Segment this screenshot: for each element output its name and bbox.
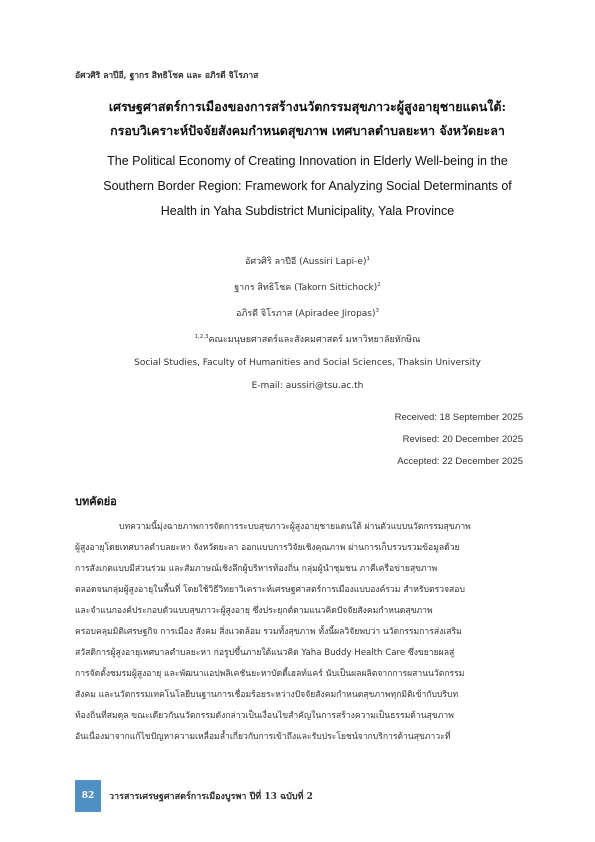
received-date: Received: 18 September 2025 bbox=[394, 412, 523, 423]
page-footer bbox=[75, 780, 313, 812]
abstract-line: ท้องถิ่นที่สมดุล ขณะเดียวกันนวัตกรรมดังกล่าวเป็นเงื่อนไขสำคัญในการสร้างความเป็นธรรมด้านสุขภาพ bbox=[75, 711, 454, 721]
accepted-date: Accepted: 22 December 2025 bbox=[397, 456, 523, 467]
author-email: E-mail: aussiri@tsu.ac.th bbox=[251, 381, 364, 391]
abstract-line: และจำแนกองค์ประกอบตัวแบบสุขภาวะผู้สูงอายุ ซึ่งประยุกต์ตามแนวคิดปัจจัยสังคมกำหนดสุขภาพ bbox=[75, 606, 433, 616]
title-english-line-2: Southern Border Region: Framework for Analyzing Social Determinants of bbox=[103, 179, 512, 193]
abstract-line: การจัดตั้งชมรมผู้สูงอายุ และพัฒนาแอปพลิเคชันยะหาบัดดี้เฮลท์แคร์ นับเป็นผลผลิตจากการผสานนวัตกรรม bbox=[75, 669, 465, 679]
abstract-body bbox=[75, 517, 525, 748]
abstract-heading: บทคัดย่อ bbox=[75, 495, 117, 508]
running-head: อัศวศิริ ลาปีอี, ฐากร สิทธิโชค และ อภิรดี จิโรภาส bbox=[75, 71, 259, 81]
abstract-line: สวัสดิการผู้สูงอายุเทศบาลตำบลยะหา ก่อรูปขึ้นภายใต้แนวคิด Yaha Buddy Health Care ซึ่งขยายผลสู่ bbox=[75, 648, 455, 658]
title-english-line-1: The Political Economy of Creating Innovation in Elderly Well-being in the bbox=[107, 154, 508, 168]
abstract-line: การสังเกตแบบมีส่วนร่วม และสัมภาษณ์เชิงลึกผู้บริหารท้องถิ่น กลุ่มผู้นำชุมชน ภาคีเครือข่ายสุขภาพ bbox=[75, 564, 438, 574]
title-thai-line-2: กรอบวิเคราะห์ปัจจัยสังคมกำหนดสุขภาพ เทศบาลตำบลยะหา จังหวัดยะลา bbox=[110, 123, 505, 138]
author-1: อัศวศิริ ลาปีอี (Aussiri Lapi-e)$^1$ bbox=[245, 256, 370, 267]
abstract-line: ผู้สูงอายุโดยเทศบาลตำบลยะหา จังหวัดยะลา ออกแบบการวิจัยเชิงคุณภาพ ผ่านการเก็บรวบรวมข้อมูลด้วย bbox=[75, 543, 460, 553]
abstract-line: อันเนื่องมาจากแก้ไขปัญหาความเหลื่อมล้ำเกี่ยวกับการเข้าถึงและรับประโยชน์จากบริการด้านสุขภาวะที่ bbox=[75, 732, 451, 742]
abstract-line: สังคม และนวัตกรรมเทคโนโลยีบนฐานการเชื่อมร้อยระหว่างปัจจัยสังคมกำหนดสุขภาพทุกมิติเข้ากับบริบท bbox=[75, 690, 459, 700]
author-block bbox=[60, 248, 555, 398]
title-thai-line-1: เศรษฐศาสตร์การเมืองของการสร้างนวัตกรรมสุขภาวะผู้สูงอายุชายแดนใต้: bbox=[108, 99, 507, 114]
affiliation-thai: $^{1,2,3}$คณะมนุษยศาสตร์และสังคมศาสตร์ มหาวิทยาลัยทักษิณ bbox=[194, 334, 421, 345]
title-english-line-3: Health in Yaha Subdistrict Municipality, Yala Province bbox=[160, 204, 455, 218]
author-3: อภิรดี จิโรภาส (Apiradee Jiropas)$^3$ bbox=[236, 308, 379, 319]
title-english bbox=[60, 149, 555, 224]
page-number: 82 bbox=[75, 780, 101, 812]
affiliation-english: Social Studies, Faculty of Humanities and Social Sciences, Thaksin University bbox=[134, 358, 481, 368]
abstract-line: ตลอดจนกลุ่มผู้สูงอายุในพื้นที่ โดยใช้วิธีวิทยาวิเคราะห์เศรษฐศาสตร์การเมืองแบบองค์รวม สำหรับตรวจสอบ bbox=[75, 585, 465, 595]
abstract-line: บทความนี้มุ่งฉายภาพการจัดการระบบสุขภาวะผู้สูงอายุชายแดนใต้ ผ่านตัวแบบนวัตกรรมสุขภาพ bbox=[119, 522, 471, 532]
journal-name: วารสารเศรษฐศาสตร์การเมืองบูรพา ปีที่ 13 ฉบับที่ 2 bbox=[109, 792, 313, 802]
author-2: ฐากร สิทธิโชค (Takorn Sittichock)$^2$ bbox=[234, 282, 381, 293]
revised-date: Revised: 20 December 2025 bbox=[402, 434, 523, 445]
abstract-line: ครอบคลุมมิติเศรษฐกิจ การเมือง สังคม สิ่งแวดล้อม รวมทั้งสุขภาพ ทั้งนี้ผลวิจัยพบว่า นวัตกรรมการส่งเสริม bbox=[75, 627, 462, 637]
submission-dates bbox=[395, 407, 523, 473]
